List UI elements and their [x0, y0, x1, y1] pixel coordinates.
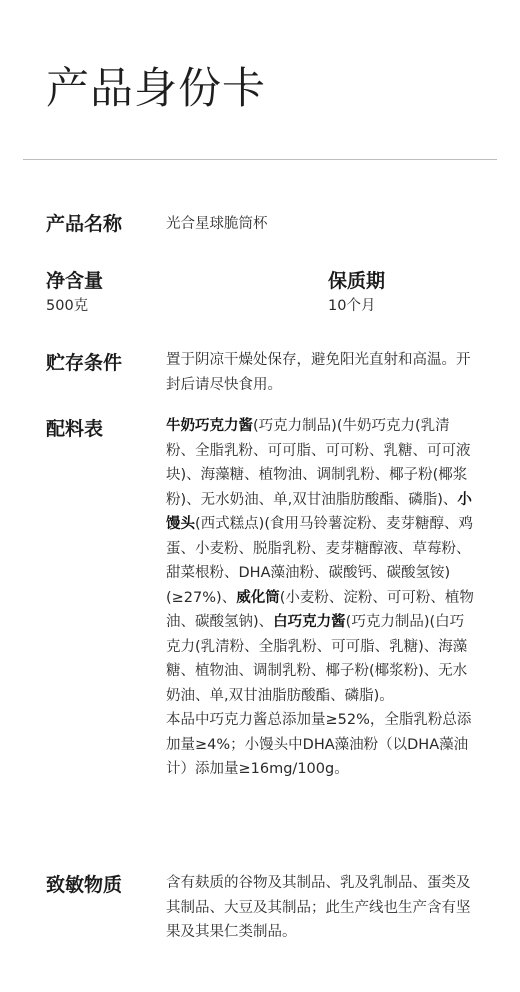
storage-value: 置于阴凉干燥处保存，避免阳光直射和高温。开封后请尽快食用。: [166, 352, 471, 393]
net-content-value: 500克: [46, 298, 89, 314]
title-divider: [23, 159, 497, 160]
ingredient-component-detail: (巧克力制品)(牛奶巧克力(乳清粉、全脂乳粉、可可脂、可可粉、乳糖、可可液块)、海藻糖、植物油、调制乳粉、椰子粉(椰浆粉)、无水奶油、单,双甘油脂肪酸酯、磷脂)、: [166, 418, 471, 508]
ingredient-component-detail: (西式糕点)(食用马铃薯淀粉、麦芽糖醇、鸡蛋、小麦粉、脱脂乳粉、麦芽糖醇液、草莓粉、甜菜根粉、DHA藻油粉、碳酸钙、碳酸氢铵)(≥27%)、: [166, 516, 473, 606]
shelf-life-value: 10个月: [328, 298, 376, 314]
allergens-value: 含有麸质的谷物及其制品、乳及乳制品、蛋类及其制品、大豆及其制品；此生产线也生产含有坚果及其果仁类制品。: [166, 875, 471, 940]
ingredient-component-detail: (巧克力制品)(白巧克力(乳清粉、全脂乳粉、可可脂、乳糖)、海藻糖、植物油、调制乳粉、椰子粉(椰浆粉)、无水奶油、单,双甘油脂肪酸酯、磷脂)。: [166, 614, 468, 704]
ingredients-text: [166, 414, 478, 708]
ingredient-component-name: 白巧克力酱: [273, 614, 346, 630]
net-content-label: 净含量: [46, 270, 104, 292]
ingredient-component-name: 威化筒: [236, 589, 280, 606]
page-title: 产品身份卡: [46, 64, 266, 114]
ingredients-block: [166, 414, 478, 782]
allergens-label: 致敏物质: [46, 874, 123, 896]
product-name-label: 产品名称: [46, 213, 123, 235]
ingredient-component-name: 小馒头: [166, 491, 472, 532]
storage-label: 贮存条件: [46, 352, 123, 374]
ingredient-component-name: 牛奶巧克力酱: [166, 418, 253, 434]
ingredients-note: 本品中巧克力酱总添加量≥52%，全脂乳粉总添加量≥4%；小馒头中DHA藻油粉（以DHA藻油计）添加量≥16mg/100g。: [166, 712, 472, 777]
ingredient-component-detail: (小麦粉、淀粉、可可粉、植物油、碳酸氢钠)、: [166, 589, 474, 630]
shelf-life-label: 保质期: [328, 270, 386, 292]
product-name-value: 光合星球脆筒杯: [166, 216, 268, 232]
ingredients-label: 配料表: [46, 418, 104, 440]
